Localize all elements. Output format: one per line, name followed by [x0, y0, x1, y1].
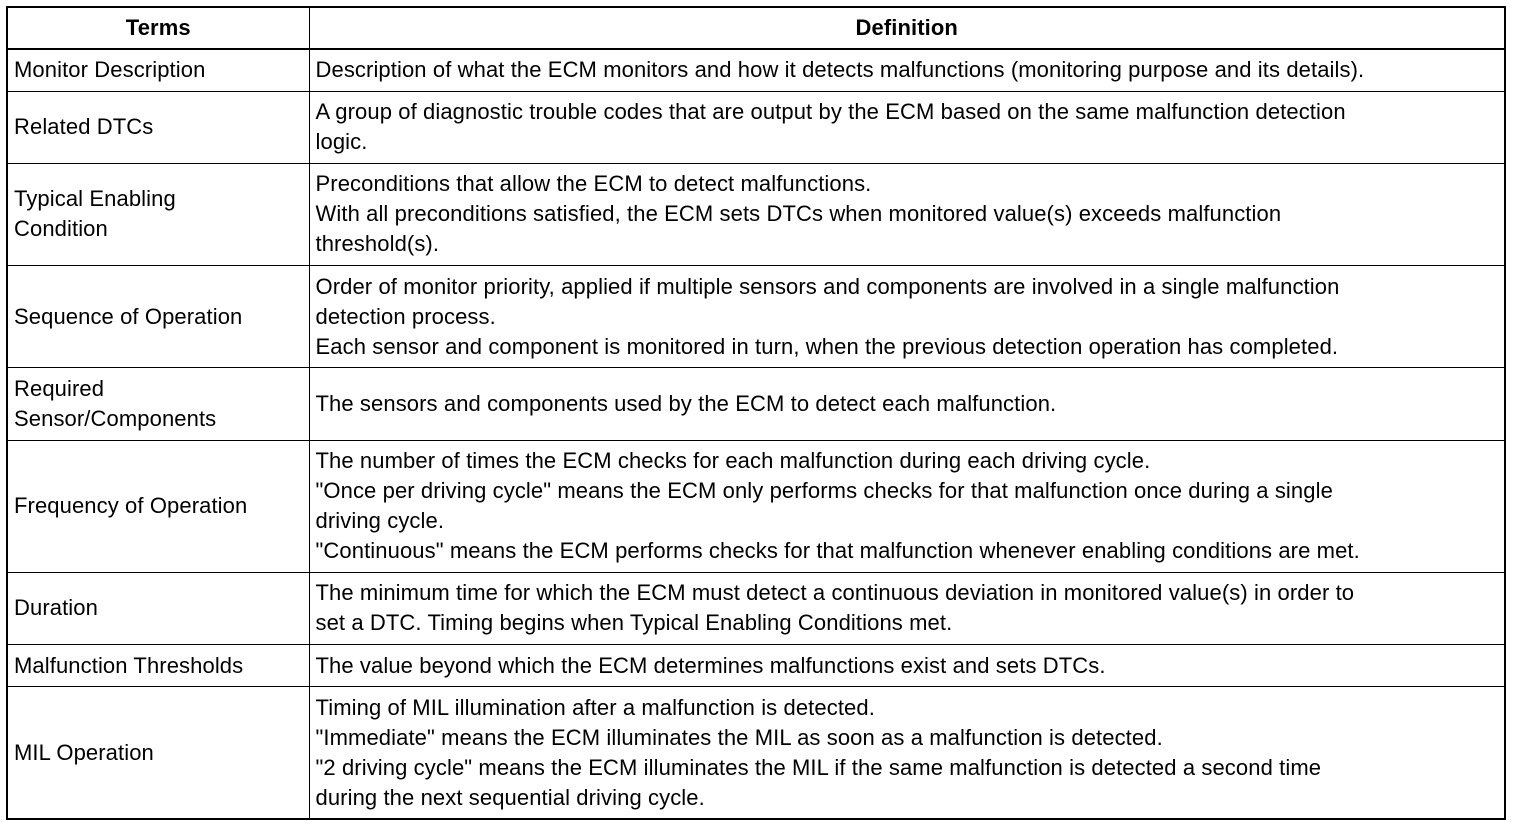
term-cell: [7, 572, 309, 644]
table-row: [7, 49, 1505, 91]
definition-cell: [309, 645, 1505, 687]
header-row: [7, 7, 1505, 49]
term-cell: [7, 49, 309, 91]
definition-text-line: Each sensor and component is monitored in turn, when the previous detection operation has completed.: [315, 333, 1339, 359]
definition-text-line: Preconditions that allow the ECM to detect malfunctions.: [315, 171, 872, 197]
definition-text-line: "Once per driving cycle" means the ECM only performs checks for that malfunction once during a single: [315, 478, 1333, 504]
term-text: Related DTCs: [14, 114, 154, 140]
term-text: Sequence of Operation: [14, 303, 243, 329]
definition-text-line: set a DTC. Timing begins when Typical Enabling Conditions met.: [315, 610, 953, 636]
definition-text-line: Timing of MIL illumination after a malfunction is detected.: [315, 694, 875, 720]
definition-text-line: "Continuous" means the ECM performs checks for that malfunction whenever enabling conditions are met.: [315, 538, 1360, 564]
table-row: [7, 266, 1505, 368]
definition-text-line: Order of monitor priority, applied if multiple sensors and components are involved in a single malfunction: [315, 273, 1340, 299]
term-cell: [7, 163, 309, 265]
definition-text-line: "Immediate" means the ECM illuminates the MIL as soon as a malfunction is detected.: [315, 724, 1163, 750]
definition-cell: [309, 49, 1505, 91]
term-cell: [7, 440, 309, 572]
term-text: MIL Operation: [14, 739, 154, 765]
definition-text-line: detection process.: [315, 303, 496, 329]
term-cell: [7, 266, 309, 368]
definition-cell: [309, 368, 1505, 440]
table-body: [7, 49, 1505, 819]
term-text: Sensor/Components: [14, 405, 217, 431]
term-text: Typical Enabling: [14, 186, 176, 212]
term-text: Malfunction Thresholds: [14, 652, 244, 678]
definition-text-line: "2 driving cycle" means the ECM illuminates the MIL if the same malfunction is detected a second time: [315, 754, 1322, 780]
definition-text-line: The sensors and components used by the ECM to detect each malfunction.: [315, 390, 1057, 416]
table-row: [7, 440, 1505, 572]
term-text: Condition: [14, 216, 108, 242]
term-cell: [7, 645, 309, 687]
definition-text-line: during the next sequential driving cycle.: [315, 784, 705, 810]
definition-cell: [309, 91, 1505, 163]
definition-column-header: Definition: [309, 7, 1505, 49]
term-text: Monitor Description: [14, 57, 206, 83]
definition-text-line: With all preconditions satisfied, the ECM sets DTCs when monitored value(s) exceeds malfunction: [315, 201, 1282, 227]
definition-text-line: threshold(s).: [315, 231, 440, 257]
table-row: [7, 368, 1505, 440]
terms-column-header: Terms: [7, 7, 309, 49]
term-text: Required: [14, 375, 105, 401]
definition-cell: [309, 572, 1505, 644]
definition-text-line: The minimum time for which the ECM must detect a continuous deviation in monitored value(s) in order to: [315, 580, 1355, 606]
definition-text-line: The value beyond which the ECM determines malfunctions exist and sets DTCs.: [315, 652, 1106, 678]
term-cell: [7, 368, 309, 440]
definition-cell: [309, 163, 1505, 265]
term-cell: [7, 91, 309, 163]
definition-cell: [309, 440, 1505, 572]
definition-text-line: driving cycle.: [315, 508, 445, 534]
definition-text-line: The number of times the ECM checks for each malfunction during each driving cycle.: [315, 448, 1151, 474]
table-row: [7, 163, 1505, 265]
definition-text-line: A group of diagnostic trouble codes that are output by the ECM based on the same malfunction detection: [315, 99, 1346, 125]
term-cell: [7, 687, 309, 819]
term-text: Frequency of Operation: [14, 493, 248, 519]
definition-cell: [309, 266, 1505, 368]
term-text: Duration: [14, 595, 98, 621]
table-row: [7, 687, 1505, 819]
definition-text-line: logic.: [315, 129, 368, 155]
definition-text-line: Description of what the ECM monitors and how it detects malfunctions (monitoring purpose and its details).: [315, 57, 1365, 83]
table-row: [7, 645, 1505, 687]
table-row: [7, 572, 1505, 644]
table-row: [7, 91, 1505, 163]
definition-cell: [309, 687, 1505, 819]
terms-definition-table: [6, 6, 1506, 820]
